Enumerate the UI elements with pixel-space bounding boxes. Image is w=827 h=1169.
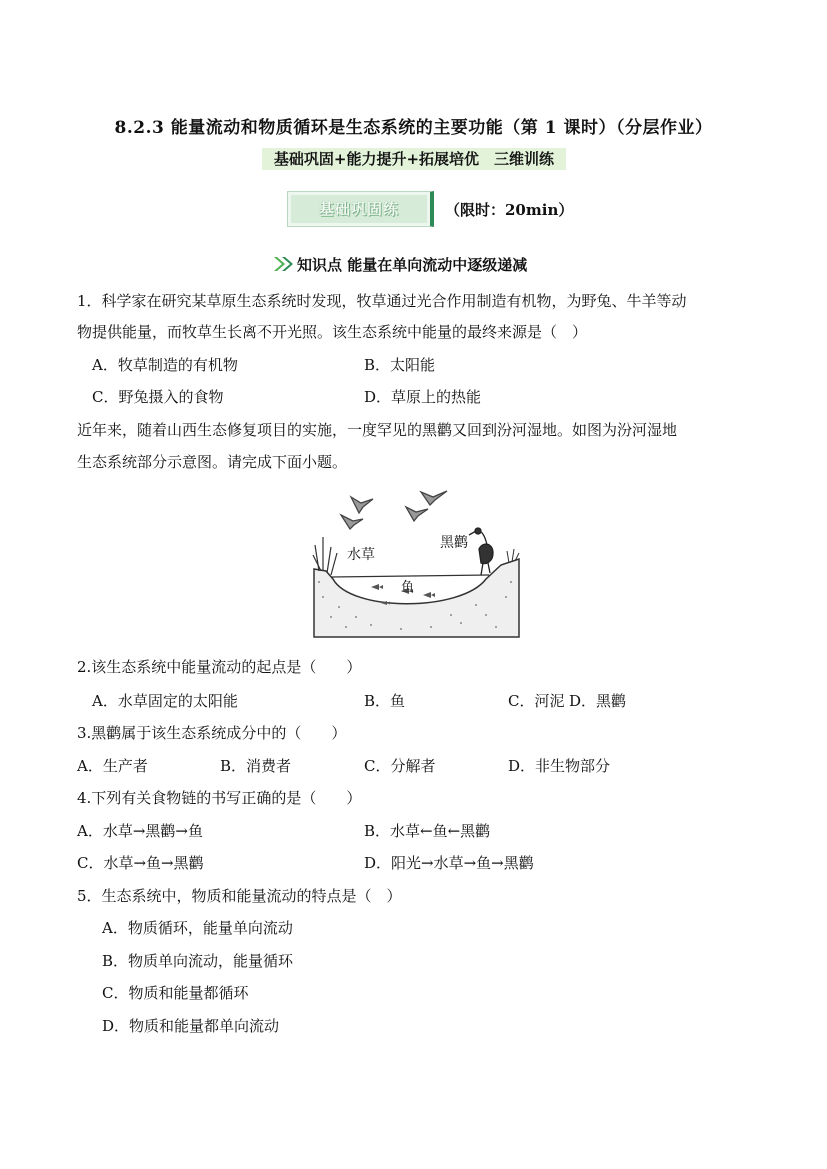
q3-stem: 3.黑鹳属于该生态系统成分中的（ ） [77, 724, 347, 742]
q1-option-d: D．草原上的热能 [364, 388, 482, 406]
q1-stem-line1: 1．科学家在研究某草原生态系统时发现，牧草通过光合作用制造有机物，为野兔、牛羊等动 [77, 292, 687, 310]
label-stork: 黑鹳 [440, 535, 468, 551]
water-surface [331, 575, 489, 577]
q5-option-d: D．物质和能量都单向流动 [102, 1017, 280, 1035]
q2-option-b: B．鱼 [364, 692, 406, 710]
q4-option-c: C．水草→鱼→黑鹳 [77, 854, 204, 872]
q4-option-d: D．阳光→水草→鱼→黑鹳 [364, 854, 534, 872]
q1-stem-line2: 物提供能量，而牧草生长离不开光照。该生态系统中能量的最终来源是（ ） [77, 323, 588, 341]
q4-option-a: A．水草→黑鹳→鱼 [77, 822, 203, 840]
intro-line1: 近年来，随着山西生态修复项目的实施，一度罕见的黑鹳又回到汾河湿地。如图为汾河湿地 [77, 421, 678, 439]
label-fish: 鱼 [401, 580, 415, 595]
q3-option-a: A．生产者 [77, 757, 148, 775]
q3-option-b: B．消费者 [220, 757, 292, 775]
q3-option-d: D．非生物部分 [508, 757, 611, 775]
q4-option-b: B．水草←鱼←黑鹳 [364, 822, 491, 840]
knowledge-point-heading [273, 254, 527, 275]
intro-line2: 生态系统部分示意图。请完成下面小题。 [77, 453, 348, 471]
q2-stem: 2.该生态系统中能量流动的起点是（ ） [77, 658, 362, 676]
q5-option-a: A．物质循环，能量单向流动 [102, 919, 293, 937]
wetland-diagram [311, 487, 521, 639]
q2-option-d: D．黑鹳 [569, 692, 627, 710]
page-title: 8.2.3 能量流动和物质循环是生态系统的主要功能（第 1 课时）（分层作业） [114, 118, 713, 138]
q4-stem: 4.下列有关食物链的书写正确的是（ ） [77, 789, 362, 807]
q5-option-b: B．物质单向流动，能量循环 [102, 952, 294, 970]
badge-label: 基础巩固练 [318, 200, 399, 218]
time-limit: （限时：20min） [445, 201, 574, 219]
soil-bank [314, 559, 519, 637]
q1-option-a: A．牧草制造的有机物 [92, 356, 238, 374]
bird-icons [341, 491, 447, 529]
q2-option-a: A．水草固定的太阳能 [92, 692, 238, 710]
q5-stem: 5．生态系统中，物质和能量流动的特点是（ ） [77, 887, 402, 905]
q1-option-b: B．太阳能 [364, 356, 436, 374]
section-badge [287, 191, 434, 227]
subtitle-banner: 基础巩固+能力提升+拓展培优 三维训练 [262, 148, 566, 170]
label-grass: 水草 [347, 547, 375, 563]
double-chevron-icon [273, 256, 295, 272]
q5-option-c: C．物质和能量都循环 [102, 984, 249, 1002]
q1-option-c: C．野兔摄入的食物 [92, 388, 224, 406]
q3-option-c: C．分解者 [364, 757, 436, 775]
stork-icon [469, 528, 493, 575]
q2-option-c: C．河泥 [508, 692, 565, 710]
knowledge-point-title: 知识点 能量在单向流动中逐级递减 [297, 256, 528, 274]
